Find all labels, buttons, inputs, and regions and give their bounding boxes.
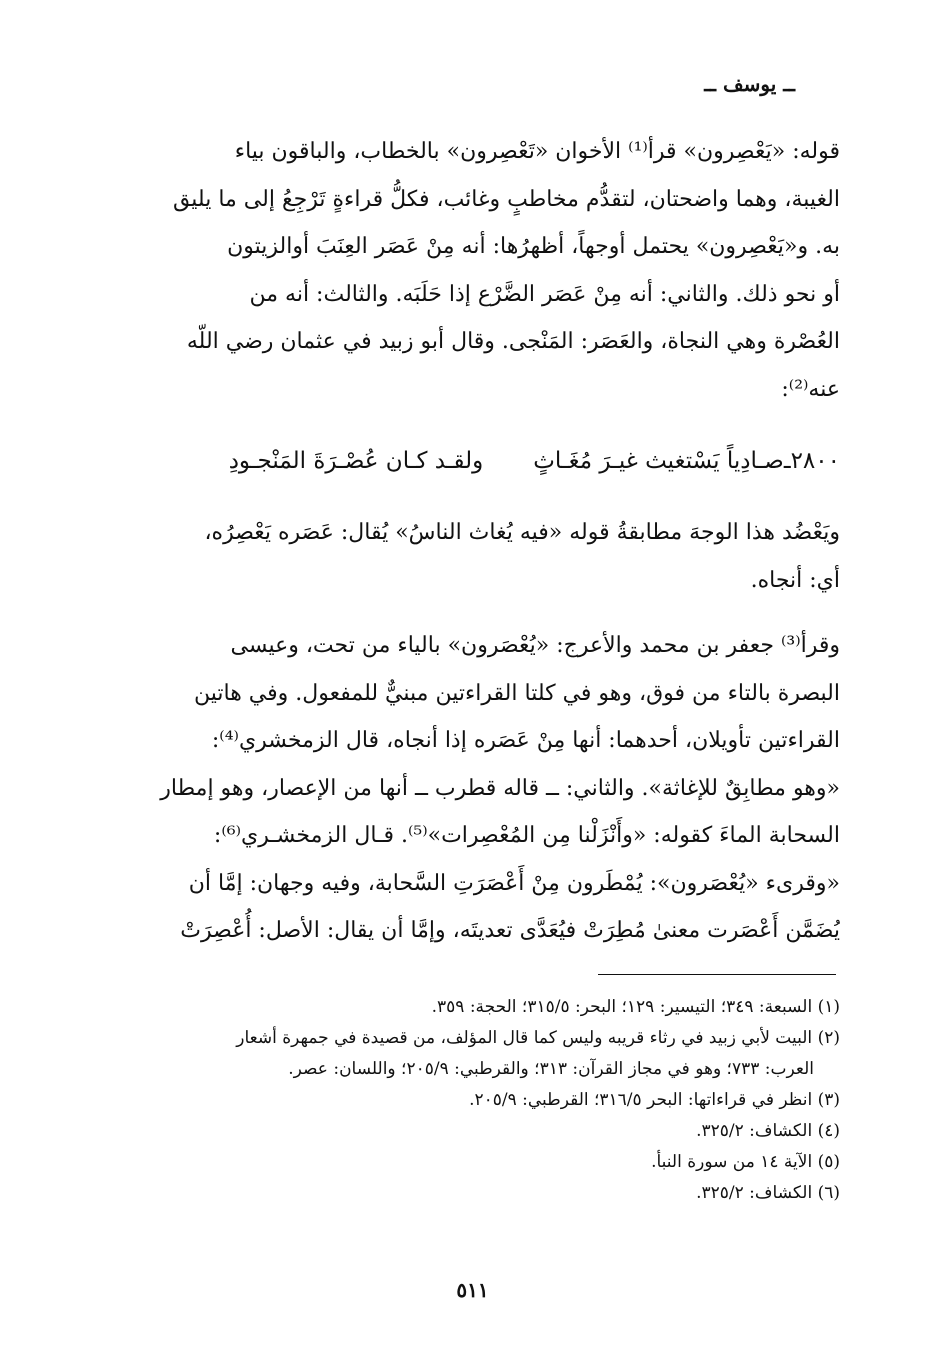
text-line: قوله: «يَعْصِرون» قرأ⁽¹⁾ الأخوان «تَعْصِرون» بالخطاب، والباقون بياء (234, 139, 840, 164)
footnote (118, 992, 840, 1023)
footnote-number: (٣) (817, 1090, 840, 1110)
footnotes (118, 992, 840, 1209)
text-line: الغيبة، وهما واضحتان، لتقدُّم مخاطبٍ وغائب، فكلُّ قراءةٍ تَرْجِعُ إلى ما يليق (172, 186, 840, 212)
text-line: أي: أنجاه. (750, 567, 840, 593)
paragraph (118, 509, 840, 604)
main-text (118, 128, 840, 955)
footnote (118, 1147, 840, 1178)
text-line: السحابة الماءَ كقوله: «وأَنْزَلْنا مِن المُعْصِرات»⁽⁵⁾. قـال الزمخشـري⁽⁶⁾: (213, 823, 840, 848)
paragraph (118, 128, 840, 413)
footnote-text: الآية ١٤ من سورة النبأ. (651, 1152, 813, 1172)
text-line: البصرة بالتاء من فوق، وهو في كلتا القراءتين مبنيٌّ للمفعول. وفي هاتين (194, 680, 840, 706)
poetry-verse (118, 431, 840, 491)
text-line: وقرأ⁽³⁾ جعفر بن محمد والأعرج: «يُعْصَرون» بالياء من تحت، وعيسى (230, 633, 840, 658)
footnote-separator (598, 974, 836, 975)
paragraph (118, 622, 840, 955)
footnote-continuation: العرب: ٧٣٣؛ وهو في مجاز القرآن: ٣١٣؛ والقرطبي: ٢٠٥/٩؛ واللسان: عصر. (288, 1059, 814, 1079)
verse-number: ٢٨٠٠ـ (783, 448, 840, 474)
text-line: «وقرىء «يُعْصَرون»: يُمْطَرون مِنْ أَعْصَرَتِ السَّحابة، وفيه وجهان: إمَّا أن (188, 870, 840, 896)
text-line: «وهو مطابِقٌ للإغاثة». والثاني: ــ قاله قطرب ــ أنها من الإعصار، وهو إمطار (160, 775, 840, 801)
footnote-number: (١) (817, 997, 840, 1017)
text-line: أو نحو ذلك. والثاني: أنه مِنْ عَصَر الضَّرْع إذا حَلَبَه. والثالث: أنه من (249, 281, 840, 307)
footnote-number: (٥) (817, 1152, 840, 1172)
first-hemistich: صـادِياً يَسْتغيث غيـرَ مُغَـاثٍ (533, 448, 784, 474)
footnote (118, 1116, 840, 1147)
footnote-text: الكشاف: ٣٢٥/٢. (696, 1121, 813, 1141)
text-line: ويَعْضُد هذا الوجهَ مطابقةُ قوله «فيه يُغاث الناسُ» يُقال: عَصَره يَعْصِرُه، (204, 520, 840, 545)
footnote-number: (٦) (817, 1183, 840, 1203)
footnote-text: انظر في قراءاتها: البحر ٣١٦/٥؛ القرطبي: ٢٠٥/٩. (469, 1090, 813, 1110)
page-number: ٥١١ (456, 1278, 489, 1302)
text-line: عنه⁽²⁾: (781, 376, 840, 402)
footnote-number: (٢) (817, 1028, 840, 1048)
footnote-text: البيت لأبي زبيد في رثاء قريبه وليس كما قال المؤلف، من قصيدة في جمهرة أشعار (236, 1028, 813, 1048)
running-header: ــ يوسف ــ (704, 72, 795, 96)
text-line: به. و«يَعْصِرون» يحتمل أوجهاً، أظهرُها: أنه مِنْ عَصَر العِنَبَ أوالزيتون (227, 234, 840, 259)
text-line: العُصْرة وهي النجاة، والعَصَر: المَنْجى. وقال أبو زبيد في عثمان رضي اللّه (186, 329, 840, 354)
second-hemistich: ولقـد كـان عُصْـرَةَ المَنْجـودِ (228, 448, 484, 474)
text-line: القراءتين تأويلان، أحدهما: أنها مِنْ عَصَره إذا أنجاه، قال الزمخشري⁽⁴⁾: (211, 728, 840, 753)
footnote-text: السبعة: ٣٤٩؛ التيسير: ١٢٩؛ البحر: ٣١٥/٥؛ الحجة: ٣٥٩. (431, 997, 813, 1017)
footnote (118, 1023, 840, 1054)
footnote-number: (٤) (817, 1121, 840, 1141)
footnote-text: الكشاف: ٣٢٥/٢. (696, 1183, 813, 1203)
footnote (118, 1178, 840, 1209)
text-line: يُضَمَّن أَعْصَرت معنىٰ مُطِرَتْ فيُعَدَّى تعديتَه، وإمَّا أن يقال: الأصل: أُعْصِرَتْ (180, 918, 840, 943)
footnote (118, 1085, 840, 1116)
